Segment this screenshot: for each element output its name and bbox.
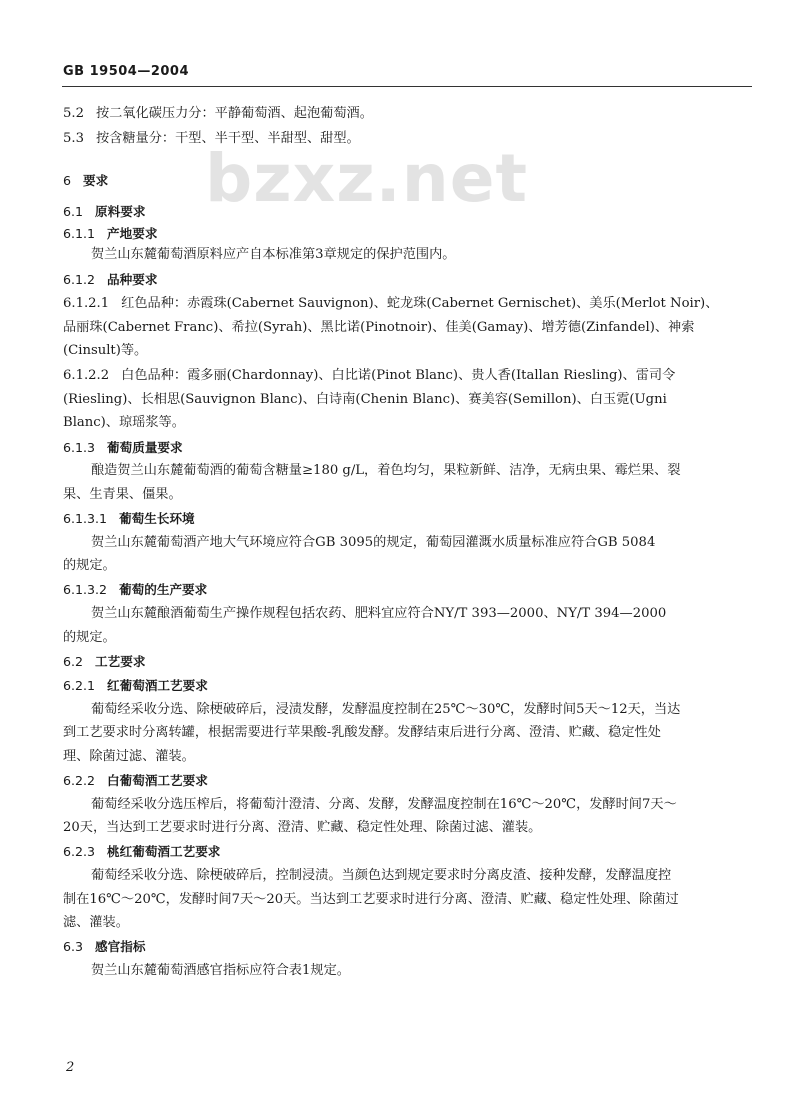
paragraph-line: 贺兰山东麓酿酒葡萄生产操作规程包括农药、肥料宜应符合NY/T 393—2000、NY/T 394—2000 <box>91 606 667 621</box>
clause-6-1-2-2: 6.1.2.2 白色品种：霞多丽(Chardonnay)、白比诺(Pinot Blanc)、贵人香(Itallan Riesling)、雷司令 <box>63 368 676 383</box>
watermark: bzxz.net <box>205 140 529 217</box>
header-rule <box>62 86 752 87</box>
section-6-1-3-2-heading: 6.1.3.2 葡萄的生产要求 <box>63 582 208 597</box>
paragraph-line: 到工艺要求时分离转罐，根据需要进行苹果酸-乳酸发酵。发酵结束后进行分离、澄清、贮藏、稳定性处 <box>63 725 661 740</box>
clause-5-3: 5.3 按含糖量分：干型、半干型、半甜型、甜型。 <box>63 131 360 146</box>
clause-5-2: 5.2 按二氧化碳压力分：平静葡萄酒、起泡葡萄酒。 <box>63 106 373 121</box>
section-6-2-2-heading: 6.2.2 白葡萄酒工艺要求 <box>63 773 208 788</box>
paragraph-line: 理、除菌过滤、灌装。 <box>63 749 195 764</box>
paragraph-line: 酿造贺兰山东麓葡萄酒的葡萄含糖量≥180 g/L，着色均匀，果粒新鲜、洁净，无病虫果、霉烂果、裂 <box>91 463 681 478</box>
paragraph-line: (Riesling)、长相思(Sauvignon Blanc)、白诗南(Chenin Blanc)、赛美容(Semillon)、白玉霓(Ugni <box>63 392 667 407</box>
section-6-1-3-heading: 6.1.3 葡萄质量要求 <box>63 440 183 455</box>
paragraph-line: 20天，当达到工艺要求时进行分离、澄清、贮藏、稳定性处理、除菌过滤、灌装。 <box>63 820 542 835</box>
section-6-1-1-heading: 6.1.1 产地要求 <box>63 226 158 241</box>
paragraph-line: 制在16℃～20℃，发酵时间7天～20天。当达到工艺要求时进行分离、澄清、贮藏、稳定性处理、除菌过 <box>63 892 679 907</box>
page-number: 2 <box>66 1060 75 1075</box>
paragraph-line: (Cinsult)等。 <box>63 343 148 358</box>
section-6-heading: 6 要求 <box>63 173 109 188</box>
section-6-1-heading: 6.1 原料要求 <box>63 204 146 219</box>
paragraph-line: 的规定。 <box>63 630 116 645</box>
section-6-2-1-heading: 6.2.1 红葡萄酒工艺要求 <box>63 678 208 693</box>
document-code: GB 19504—2004 <box>63 64 190 79</box>
paragraph-line: 滤、灌装。 <box>63 915 129 930</box>
paragraph-line: 贺兰山东麓葡萄酒产地大气环境应符合GB 3095的规定，葡萄园灌溉水质量标准应符合GB 5084 <box>91 535 656 550</box>
paragraph-line: 葡萄经采收分选、除梗破碎后，控制浸渍。当颜色达到规定要求时分离皮渣、接种发酵，发酵温度控 <box>91 868 672 883</box>
paragraph-line: 的规定。 <box>63 558 116 573</box>
section-6-3-heading: 6.3 感官指标 <box>63 939 146 954</box>
paragraph-line: 葡萄经采收分选、除梗破碎后，浸渍发酵，发酵温度控制在25℃～30℃，发酵时间5天～12天，当达 <box>91 702 681 717</box>
section-6-2-heading: 6.2 工艺要求 <box>63 654 146 669</box>
section-6-1-3-1-heading: 6.1.3.1 葡萄生长环境 <box>63 511 195 526</box>
paragraph-line: 葡萄经采收分选压榨后，将葡萄汁澄清、分离、发酵，发酵温度控制在16℃～20℃，发酵时间7天～ <box>91 797 677 812</box>
paragraph-line: 果、生青果、僵果。 <box>63 487 182 502</box>
paragraph-line: Blanc)、琼瑶浆等。 <box>63 415 185 430</box>
clause-6-1-2-1: 6.1.2.1 红色品种：赤霞珠(Cabernet Sauvignon)、蛇龙珠(Cabernet Gernischet)、美乐(Merlot Noir)、 <box>63 296 719 311</box>
paragraph-line: 贺兰山东麓葡萄酒原料应产自本标准第3章规定的保护范围内。 <box>91 247 456 262</box>
section-6-1-2-heading: 6.1.2 品种要求 <box>63 272 158 287</box>
paragraph-line: 品丽珠(Cabernet Franc)、希拉(Syrah)、黑比诺(Pinotnoir)、佳美(Gamay)、增芳德(Zinfandel)、神索 <box>63 320 695 335</box>
section-6-2-3-heading: 6.2.3 桃红葡萄酒工艺要求 <box>63 844 221 859</box>
paragraph-line: 贺兰山东麓葡萄酒感官指标应符合表1规定。 <box>91 963 350 978</box>
